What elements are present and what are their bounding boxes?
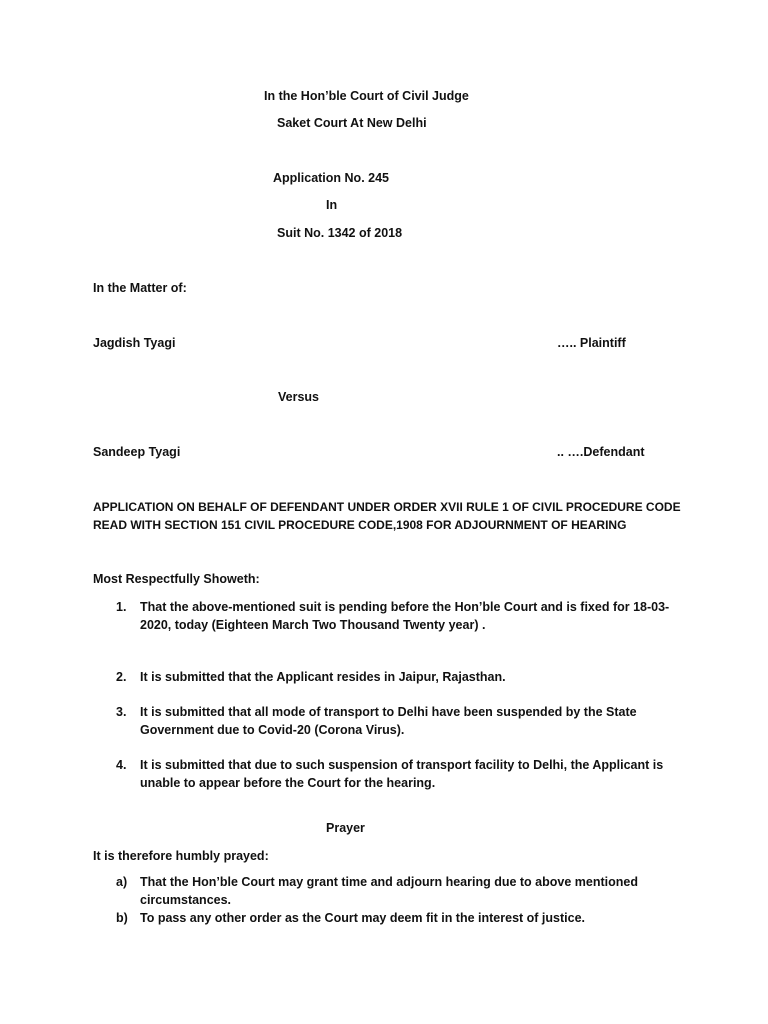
matter-label: In the Matter of:	[93, 281, 187, 295]
point-text-line: It is submitted that due to such suspension of transport facility to Delhi, the Applicant is	[140, 758, 664, 772]
prayer-text-line: That the Hon’ble Court may grant time and adjourn hearing due to above mentioned	[140, 875, 638, 889]
court-location: Saket Court At New Delhi	[277, 116, 427, 130]
defendant-role: .. ….Defendant	[557, 445, 645, 459]
versus-label: Versus	[278, 390, 320, 404]
in-word: In	[326, 198, 338, 212]
showeth-heading: Most Respectfully Showeth:	[93, 572, 260, 586]
point-text-line: 2020, today (Eighteen March Two Thousand Twenty year) .	[140, 618, 486, 632]
point-text-line: That the above-mentioned suit is pending before the Hon’ble Court and is fixed for 18-03-	[140, 600, 670, 614]
plaintiff-role: ….. Plaintiff	[557, 336, 626, 350]
point-number: 3.	[116, 705, 127, 719]
plaintiff-name: Jagdish Tyagi	[93, 336, 176, 350]
court-title: In the Hon’ble Court of Civil Judge	[264, 89, 469, 103]
point-text-line: It is submitted that all mode of transport to Delhi have been suspended by the State	[140, 705, 637, 719]
prayer-intro: It is therefore humbly prayed:	[93, 849, 269, 863]
suit-number: Suit No. 1342 of 2018	[277, 226, 403, 240]
point-number: 4.	[116, 758, 127, 772]
prayer-heading: Prayer	[326, 821, 365, 835]
point-text-line: It is submitted that the Applicant resides in Jaipur, Rajasthan.	[140, 670, 506, 684]
application-number: Application No. 245	[273, 171, 389, 185]
point-text-line: Government due to Covid-20 (Corona Virus).	[140, 723, 405, 737]
application-title-line-1: APPLICATION ON BEHALF OF DEFENDANT UNDER ORDER XVII RULE 1 OF CIVIL PROCEDURE CODE	[93, 500, 681, 514]
prayer-marker: b)	[116, 911, 128, 925]
point-text-line: unable to appear before the Court for the hearing.	[140, 776, 436, 790]
point-number: 1.	[116, 600, 127, 614]
defendant-name: Sandeep Tyagi	[93, 445, 181, 459]
prayer-text-line: circumstances.	[140, 893, 232, 907]
point-number: 2.	[116, 670, 127, 684]
application-title-line-2: READ WITH SECTION 151 CIVIL PROCEDURE CODE,1908 FOR ADJOURNMENT OF HEARING	[93, 518, 627, 532]
prayer-text-line: To pass any other order as the Court may deem fit in the interest of justice.	[140, 911, 586, 925]
prayer-marker: a)	[116, 875, 128, 889]
